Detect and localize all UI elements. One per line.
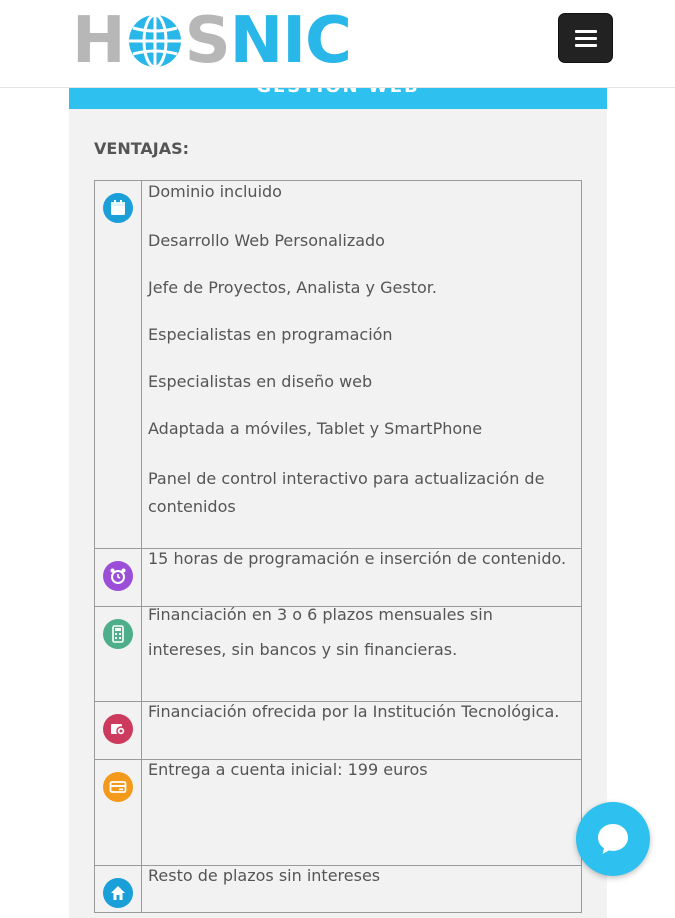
feature-item: Especialistas en programación (148, 325, 393, 344)
feature-row (95, 760, 582, 866)
pricing-card (69, 88, 607, 918)
home-icon (103, 878, 133, 908)
feature-text-cell: Entrega a cuenta inicial: 199 euros (142, 760, 582, 866)
feature-item: Desarrollo Web Personalizado (148, 231, 385, 250)
feature-text-cell: Resto de plazos sin intereses (142, 866, 582, 913)
feature-item: Especialistas en diseño web (148, 372, 373, 391)
menu-bar (575, 30, 597, 33)
feature-text-line: intereses, sin bancos y sin financieras. (148, 640, 458, 659)
feature-icon-cell (95, 760, 142, 866)
feature-row (95, 181, 582, 549)
hamburger-menu-button[interactable] (558, 13, 613, 63)
card-icon (103, 772, 133, 802)
section-title: VENTAJAS: (94, 139, 190, 158)
feature-icon-cell (95, 702, 142, 760)
feature-icon-cell (95, 549, 142, 607)
logo-letter-s: S (184, 4, 230, 78)
alarm-clock-icon (103, 561, 133, 591)
chat-bubble-icon (595, 821, 631, 857)
globe-icon (126, 12, 184, 70)
site-header (0, 0, 675, 88)
feature-item: Dominio incluido (148, 182, 282, 201)
menu-bar (575, 37, 597, 40)
feature-text-cell (142, 181, 582, 549)
feature-row (95, 866, 582, 913)
feature-text-line: Financiación en 3 o 6 plazos mensuales sin (148, 605, 493, 624)
calendar-icon (103, 193, 133, 223)
feature-item: Panel de control interactivo para actualización de contenidos (148, 469, 545, 516)
feature-text-cell (142, 607, 582, 702)
card-header-bar (69, 88, 607, 109)
feature-icon-cell (95, 181, 142, 549)
feature-icon-cell (95, 607, 142, 702)
feature-icon-cell (95, 866, 142, 913)
feature-item: Adaptada a móviles, Tablet y SmartPhone (148, 419, 483, 438)
logo-letters-nic: NIC (229, 4, 351, 78)
logo-letter-h: H (72, 4, 125, 78)
menu-bar (575, 44, 597, 47)
feature-text-cell: Financiación ofrecida por la Institución Tecnológica. (142, 702, 582, 760)
feature-row (95, 607, 582, 702)
features-table (94, 180, 582, 913)
logo[interactable] (72, 4, 351, 78)
feature-item: Jefe de Proyectos, Analista y Gestor. (148, 278, 437, 297)
feature-text-cell: 15 horas de programación e inserción de contenido. (142, 549, 582, 607)
calculator-icon (103, 619, 133, 649)
feature-row (95, 702, 582, 760)
chat-button[interactable] (576, 802, 650, 876)
money-icon (103, 714, 133, 744)
